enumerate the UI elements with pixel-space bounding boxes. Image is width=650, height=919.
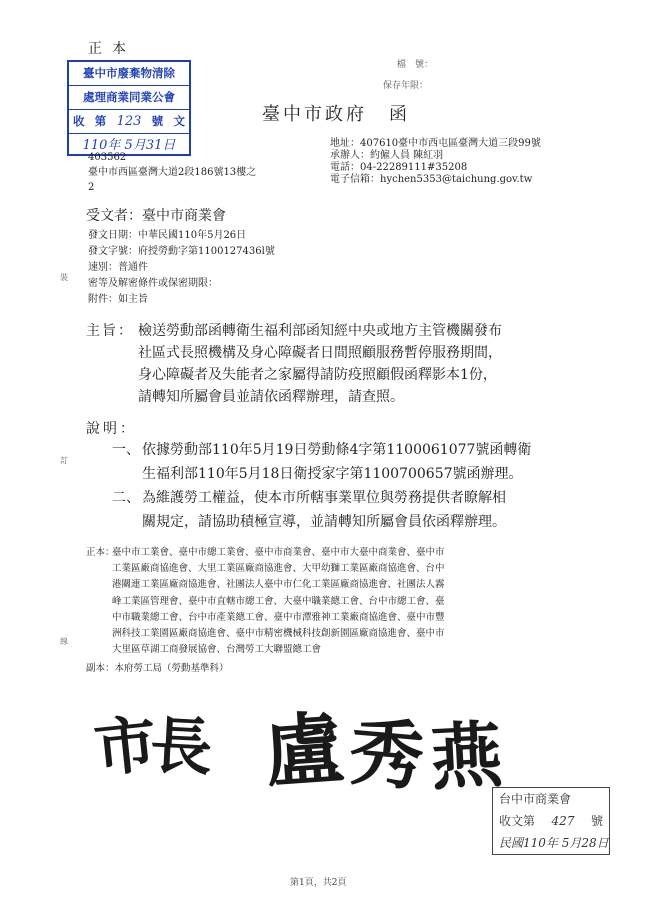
contact-address: 地址：407610臺中市西屯區臺灣大道三段99號 [330,138,541,149]
attachment: 附件：如主旨 [88,294,148,305]
recipient-label: 受文者： [86,208,142,224]
binding-mark-middle: 訂 [60,456,68,465]
explanation-line: 生福利部110年5月18日衛授家字第1100700657號函辦理。 [142,466,523,482]
sender-address-line2: 2 [88,182,95,193]
distribution-line: 洲科技工業園區廠商協進會、臺中市精密機械科技創新園區廠商協進會、臺中市 [112,628,445,640]
distribution-line: 大里區草湖工商發展協會、台灣勞工大聯盟總工會 [112,644,322,656]
doc-number-label: 檔 號： [397,60,434,70]
page-number: 第1頁，共2頁 [290,878,347,888]
subject-body [138,320,608,408]
page-title [262,100,410,126]
contact-email: 電子信箱：hychen5353@taichung.gov.tw [330,174,533,185]
receipt-stamp-number: 123 [116,114,142,129]
explanation-item-number: 一、 [112,442,140,458]
explanation-line: 關規定，請協助積極宣導，並請轉知所屬會員依函釋辦理。 [142,514,506,530]
explanation-line: 為維護勞工權益，使本市所轄事業單位與勞務提供者瞭解相 [142,490,506,506]
cc-line [86,660,229,674]
receipt-stamp-text: 文 [173,114,185,128]
binding-mark-bottom: 線 [60,637,68,646]
receipt-stamp-org-line1: 臺中市廢棄物清除 [69,62,189,86]
explanation-item-text [142,486,602,534]
explanation-line: 依據勞動部110年5月19日勞動條4字第1100061077號函轉衛 [142,442,532,458]
sender-postal: 403562 [88,152,127,163]
signature-name-char: 秀 [345,709,428,802]
receipt-stamp-date: 110年 5月31日 [82,138,176,153]
distribution-line: 工業區廠商協進會、大里工業區廠商協進會、大甲幼獅工業區廠商協進會、台中 [112,563,445,575]
received-stamp-org: 台中市商業會 [499,792,572,806]
title-type: 函 [389,104,410,125]
sender-address-line1: 臺中市西區臺灣大道2段186號13樓之 [88,167,257,178]
distribution-label: 正本： [86,547,115,558]
cc-label: 副本： [86,663,115,674]
issue-number: 發文字號：府授勞動字第1100127436l號 [88,246,275,257]
received-stamp-number-row [493,810,609,832]
received-stamp-suffix: 號 [590,814,603,828]
receipt-stamp-suffix: 號 [151,114,164,128]
subject-line: 身心障礙者及失能者之家屬得請防疫照顧假函釋影本1份， [138,367,497,383]
sender-address [88,150,293,195]
subject-label: 主旨： [86,323,134,339]
issue-date: 發文日期：中華民國110年5月26日 [88,230,247,241]
signature-name-char: 燕 [428,711,505,801]
signature-title-char: 長 [148,708,215,785]
mayor-signature [90,690,505,802]
document-meta [88,228,275,308]
speed: 速別：普通件 [88,262,148,273]
distribution-line: 中市職業總工會、台中市產業總工會、臺中市潭雅神工業廠商協進會、臺中市豐 [112,611,445,623]
receipt-stamp-word: 第 [94,114,107,128]
binding-mark-top: 裝 [60,273,68,282]
received-stamp-label: 收文第 [499,814,536,828]
explanation-item-number: 二、 [112,490,140,506]
received-stamp-number: 427 [551,814,575,828]
title-org: 臺中市政府 [262,104,367,125]
recipient-name: 臺中市商業會 [142,208,226,224]
receipt-stamp-prefix: 收 [73,114,85,128]
distribution-line: 峰工業區管理會、臺中市直轄市總工會、大臺中職業總工會、台中市總工會、臺 [112,595,445,607]
explanation-item-text [142,438,602,486]
subject-line: 社區式長照機構及身心障礙者日間照顧服務暫停服務期間， [138,345,502,361]
distribution-line: 臺中市工業會、臺中市總工業會、臺中市商業會、臺中市大臺中商業會、臺中市 [112,547,445,558]
distribution-line: 港關連工業區廠商協進會、社團法人臺中市仁化工業區廠商協進會、社團法人霧 [112,579,445,591]
explanation-item-2 [112,486,602,536]
retention-label: 保存年限： [383,81,429,91]
receipt-stamp-number-row [69,110,189,134]
contact-handler: 承辦人：約僱人員 陳紅羽 [330,150,444,161]
copy-label: 正本 [88,41,136,57]
cc-value: 本府勞工局（勞動基準科） [114,663,229,674]
secret-level: 密等及解密條件或保密期限： [88,278,218,289]
recipient [86,205,226,225]
received-stamp-date: 民國110年 5月28日 [499,836,609,850]
subject-line: 請轉知所屬會員並請依函釋辦理，請查照。 [138,389,404,405]
explanation-item-1 [112,438,602,488]
contact-info [330,138,590,186]
receipt-stamp-org-line2: 處理商業同業公會 [69,86,189,110]
receipt-stamp [67,60,191,156]
subject-line: 檢送勞動部函轉衛生福利部函知經中央或地方主管機關發布 [138,323,502,339]
contact-phone: 電話：04-22289111#35208 [330,162,468,173]
signature-title-char: 市 [90,706,161,786]
received-stamp [492,787,610,855]
distribution-body [112,545,582,658]
signature-name-char: 盧 [262,703,347,800]
explanation-label: 說明： [86,421,137,437]
